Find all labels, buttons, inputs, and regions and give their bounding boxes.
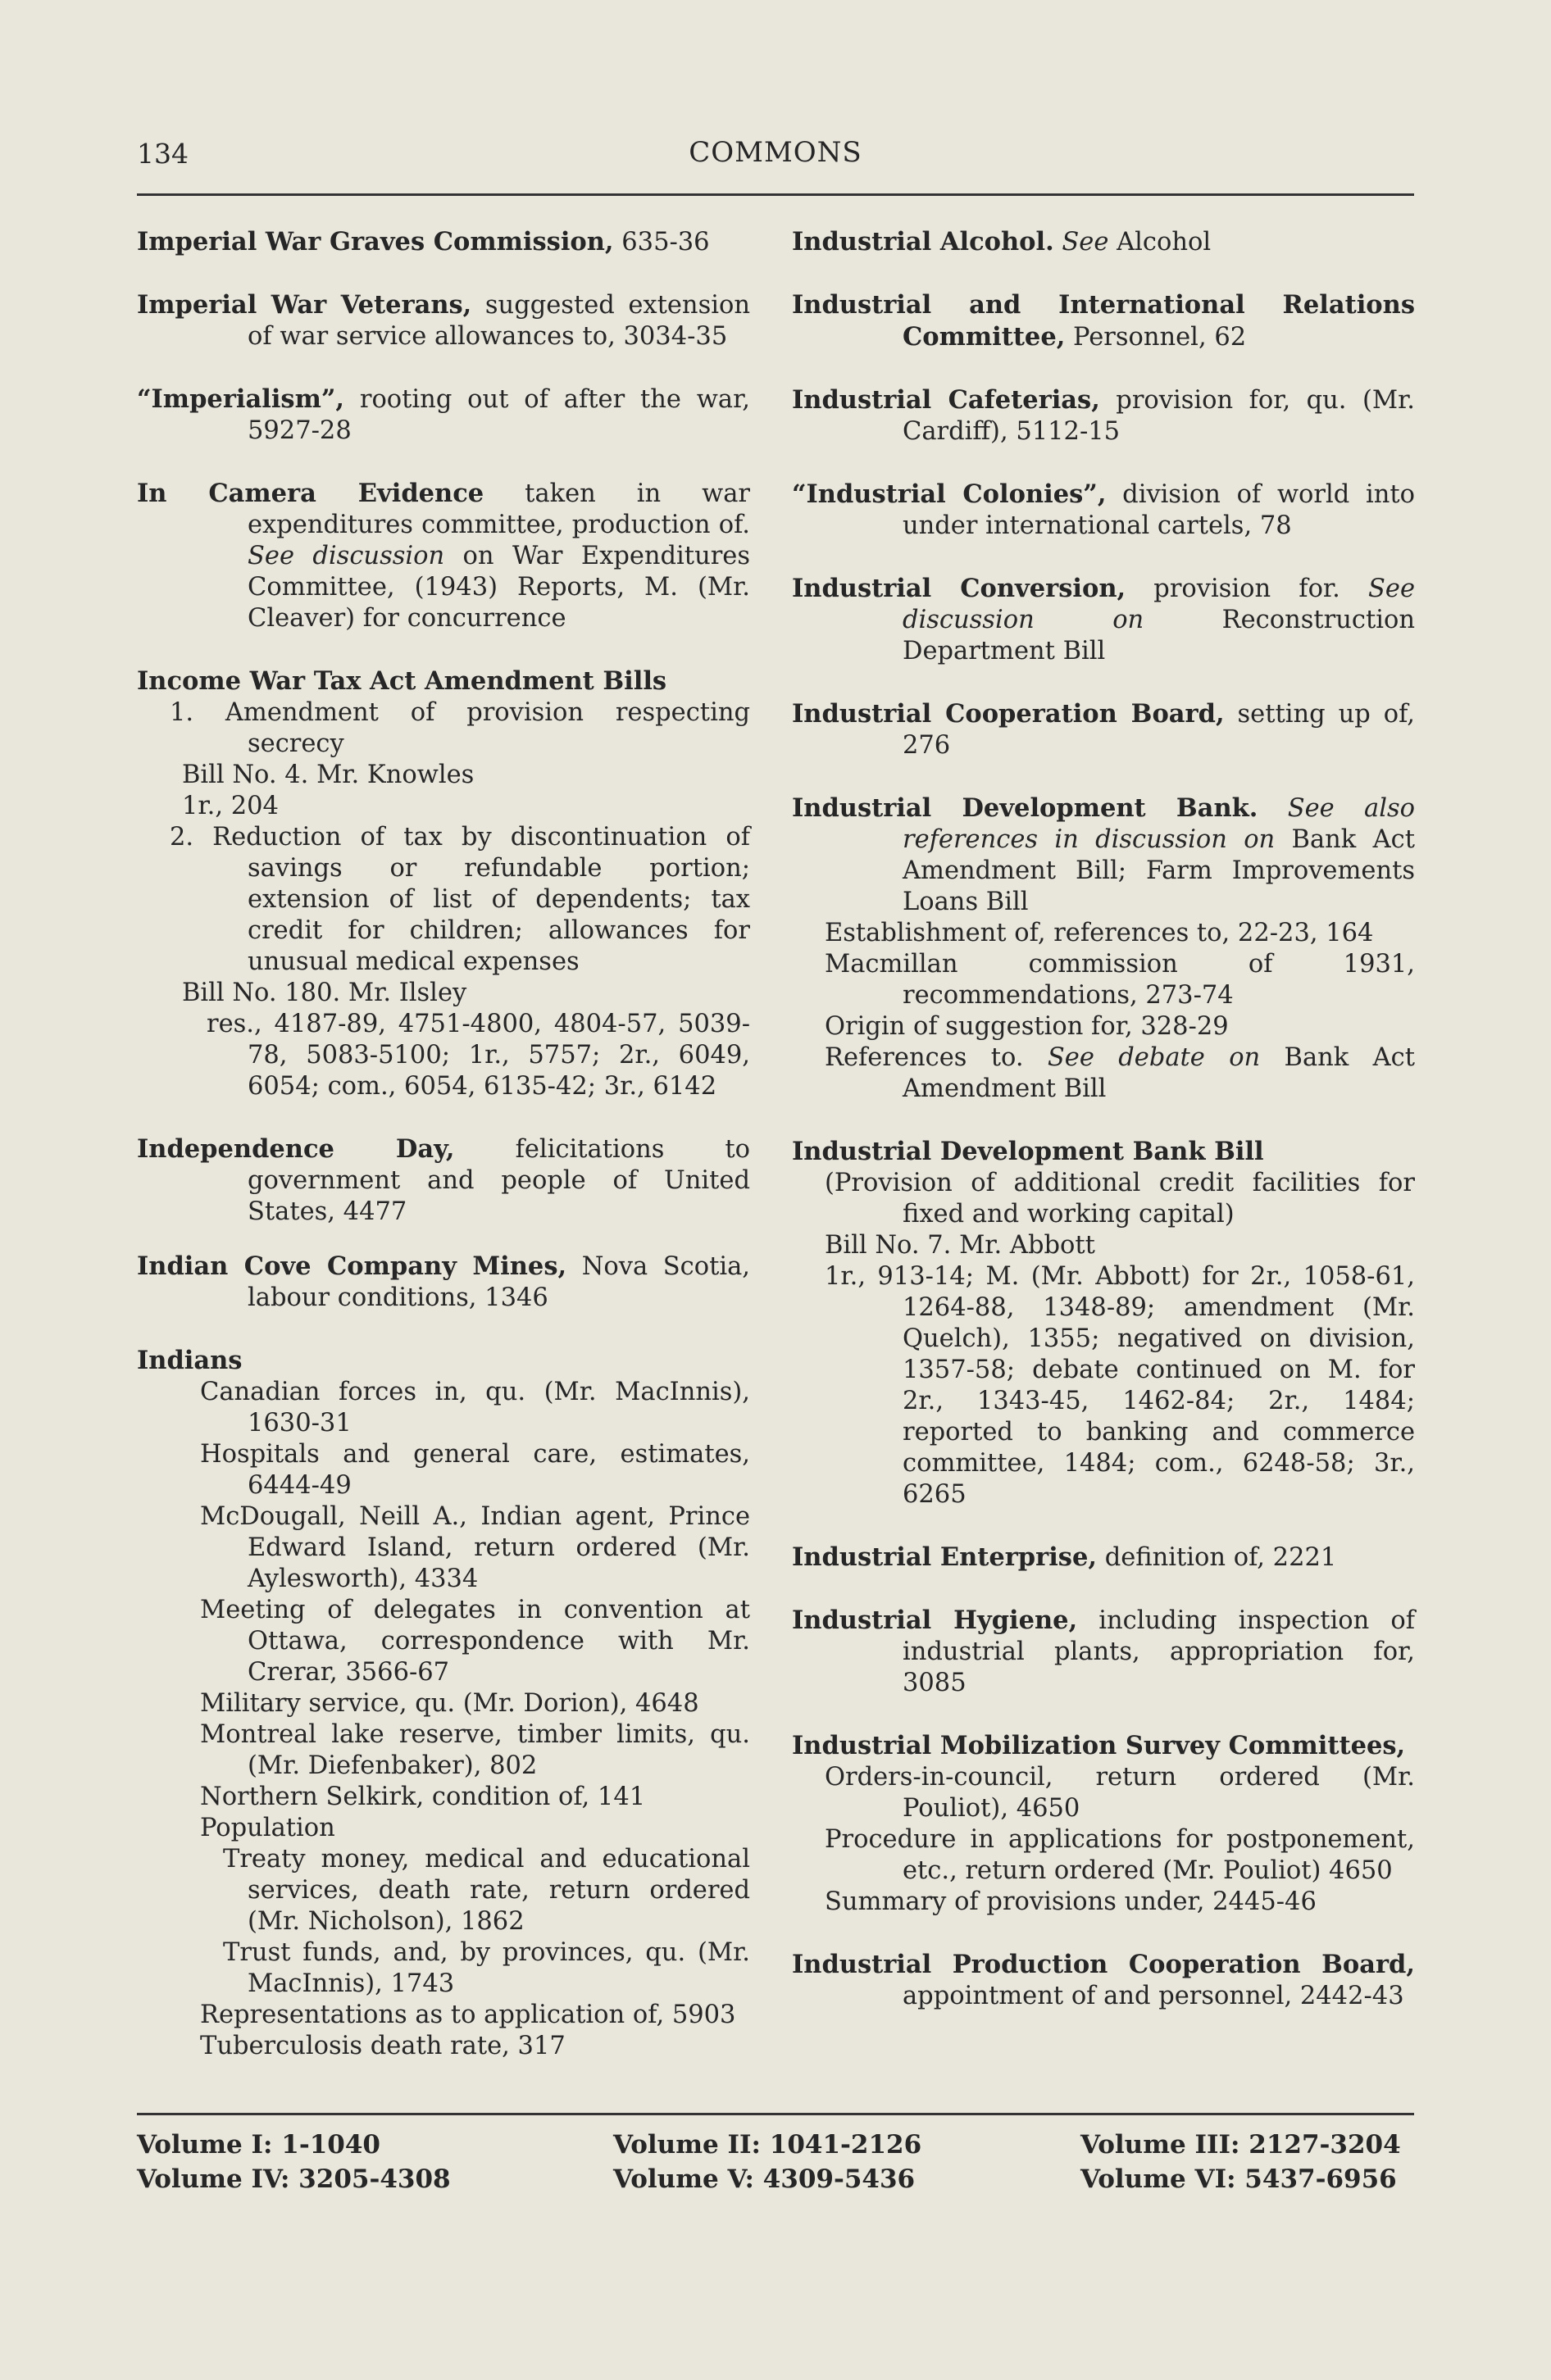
index-entry-heading: Indians [137, 1346, 243, 1375]
subentry: Treaty money, medical and educational services, death rate, return ordered (Mr. Nicholson), 1862 [223, 1845, 750, 1936]
subentry: Bill No. 4. Mr. Knowles [182, 761, 475, 789]
subentry: Trust funds, and, by provinces, qu. (Mr. MacInnis), 1743 [223, 1938, 750, 1998]
subentry: Establishment of, references to, 22-23, 164 [825, 919, 1374, 947]
index-entry: Indian Cove Company Mines, Nova Scotia, labour conditions, 1346 [137, 1251, 750, 1312]
volume-range: Volume VI: 5437-6956 [1080, 2164, 1397, 2194]
index-entry: “Industrial Colonies”, division of world into under international cartels, 78 [792, 479, 1416, 540]
subentry: res., 4187-89, 4751-4800, 4804-57, 5039-78, 5083-5100; 1r., 5757; 2r., 6049, 6054; com., 6054, 6135-42; 3r., 6142 [207, 1010, 750, 1101]
subentry: Bill No. 180. Mr. Ilsley [182, 979, 467, 1007]
volume-range-group [1080, 2128, 1401, 2196]
subentry: Tuberculosis death rate, 317 [200, 2032, 566, 2060]
volume-range: Volume V: 4309-5436 [613, 2164, 916, 2194]
page-title: COMMONS [689, 136, 862, 169]
subentry: Orders-in-council, return ordered (Mr. Pouliot), 4650 [825, 1763, 1415, 1823]
index-entry: Industrial Enterprise, definition of, 2221 [792, 1542, 1337, 1572]
subentry: 1r., 204 [182, 792, 279, 820]
left-column [137, 226, 750, 2062]
index-entry: “Imperialism”, rooting out of after the war, 5927-28 [137, 384, 750, 445]
subentry: References to. See debate on Bank Act Amendment Bill [825, 1043, 1415, 1103]
header-rule [137, 193, 1414, 196]
subentry: Northern Selkirk, condition of, 141 [200, 1783, 646, 1811]
subentry: Procedure in applications for postponement, etc., return ordered (Mr. Pouliot) 4650 [825, 1825, 1415, 1885]
subentry: McDougall, Neill A., Indian agent, Prince Edward Island, return ordered (Mr. Aylesworth), 4334 [200, 1502, 750, 1593]
right-column [792, 226, 1415, 2012]
index-entry-heading: Industrial Development Bank Bill [792, 1137, 1264, 1166]
index-entry: Industrial Hygiene, including inspection of industrial plants, appropriation for, 3085 [792, 1606, 1415, 1697]
subentry: Meeting of delegates in convention at Ottawa, correspondence with Mr. Crerar, 3566-67 [200, 1596, 750, 1687]
index-entry: Industrial and International Relations Committee, Personnel, 62 [792, 290, 1415, 352]
subentry: Macmillan commission of 1931, recommendations, 273-74 [825, 950, 1415, 1010]
volume-range-group [137, 2128, 451, 2196]
index-entry: Imperial War Graves Commission, 635-36 [137, 227, 710, 257]
subentry: Canadian forces in, qu. (Mr. MacInnis), 1630-31 [200, 1378, 750, 1438]
subentry: Origin of suggestion for, 328-29 [825, 1012, 1229, 1041]
index-entry: Industrial Development Bank. See also references in discussion on Bank Act Amendment Bill; Farm Improvements Loans Bill [792, 793, 1415, 916]
volume-range: Volume IV: 3205-4308 [137, 2164, 451, 2194]
index-entry: Industrial Cooperation Board, setting up of, 276 [792, 699, 1415, 760]
subentry: (Provision of additional credit facilities for fixed and working capital) [825, 1169, 1415, 1229]
volume-range: Volume III: 2127-3204 [1080, 2130, 1401, 2160]
index-entry: Independence Day, felicitations to government and people of United States, 4477 [137, 1134, 750, 1226]
subentry: Representations as to application of, 5903 [200, 2001, 736, 2029]
footer-rule [137, 2113, 1414, 2115]
volume-range: Volume II: 1041-2126 [613, 2130, 922, 2160]
volume-range-group [613, 2128, 921, 2196]
subentry: Bill No. 7. Mr. Abbott [825, 1231, 1095, 1260]
index-entry: Imperial War Veterans, suggested extension of war service allowances to, 3034-35 [137, 290, 750, 351]
index-entry: Industrial Cafeterias, provision for, qu. (Mr. Cardiff), 5112-15 [792, 385, 1415, 446]
subentry: 2. Reduction of tax by discontinuation of savings or refundable portion; extension of list of dependents; tax credit for children; allowances for unusual medical expenses [170, 823, 750, 976]
index-entry: Industrial Alcohol. See Alcohol [792, 227, 1212, 257]
subentry: 1. Amendment of provision respecting secrecy [170, 698, 750, 758]
volume-range: Volume I: 1-1040 [137, 2130, 380, 2160]
subentry: Military service, qu. (Mr. Dorion), 4648 [200, 1689, 699, 1718]
page-number: 134 [137, 138, 189, 170]
subentry: Montreal lake reserve, timber limits, qu. (Mr. Diefenbaker), 802 [200, 1720, 750, 1780]
index-entry-heading: Industrial Mobilization Survey Committees, [792, 1731, 1406, 1760]
subentry: 1r., 913-14; M. (Mr. Abbott) for 2r., 1058-61, 1264-88, 1348-89; amendment (Mr. Quelch), 1355; negatived on division, 1357-58; debate continued on M. for 2r., 1343-45, 1462-84; 2r., 1484; reported to banking and commerce committee, 1484; com., 6248-58; 3r., 6265 [825, 1262, 1415, 1509]
index-entry: Industrial Conversion, provision for. See discussion on Reconstruction Department Bill [792, 574, 1416, 665]
subentry: Population [200, 1814, 335, 1842]
index-entry: Industrial Production Cooperation Board, appointment of and personnel, 2442-43 [792, 1950, 1415, 2010]
index-entry-heading: Income War Tax Act Amendment Bills [137, 666, 667, 696]
subentry: Summary of provisions under, 2445-46 [825, 1887, 1317, 1916]
subentry: Hospitals and general care, estimates, 6444-49 [200, 1440, 750, 1500]
index-entry: In Camera Evidence taken in war expenditures committee, production of. See discussion on War Expenditures Committee, (1943) Reports, M. (Mr. Cleaver) for concurrence [137, 479, 751, 633]
